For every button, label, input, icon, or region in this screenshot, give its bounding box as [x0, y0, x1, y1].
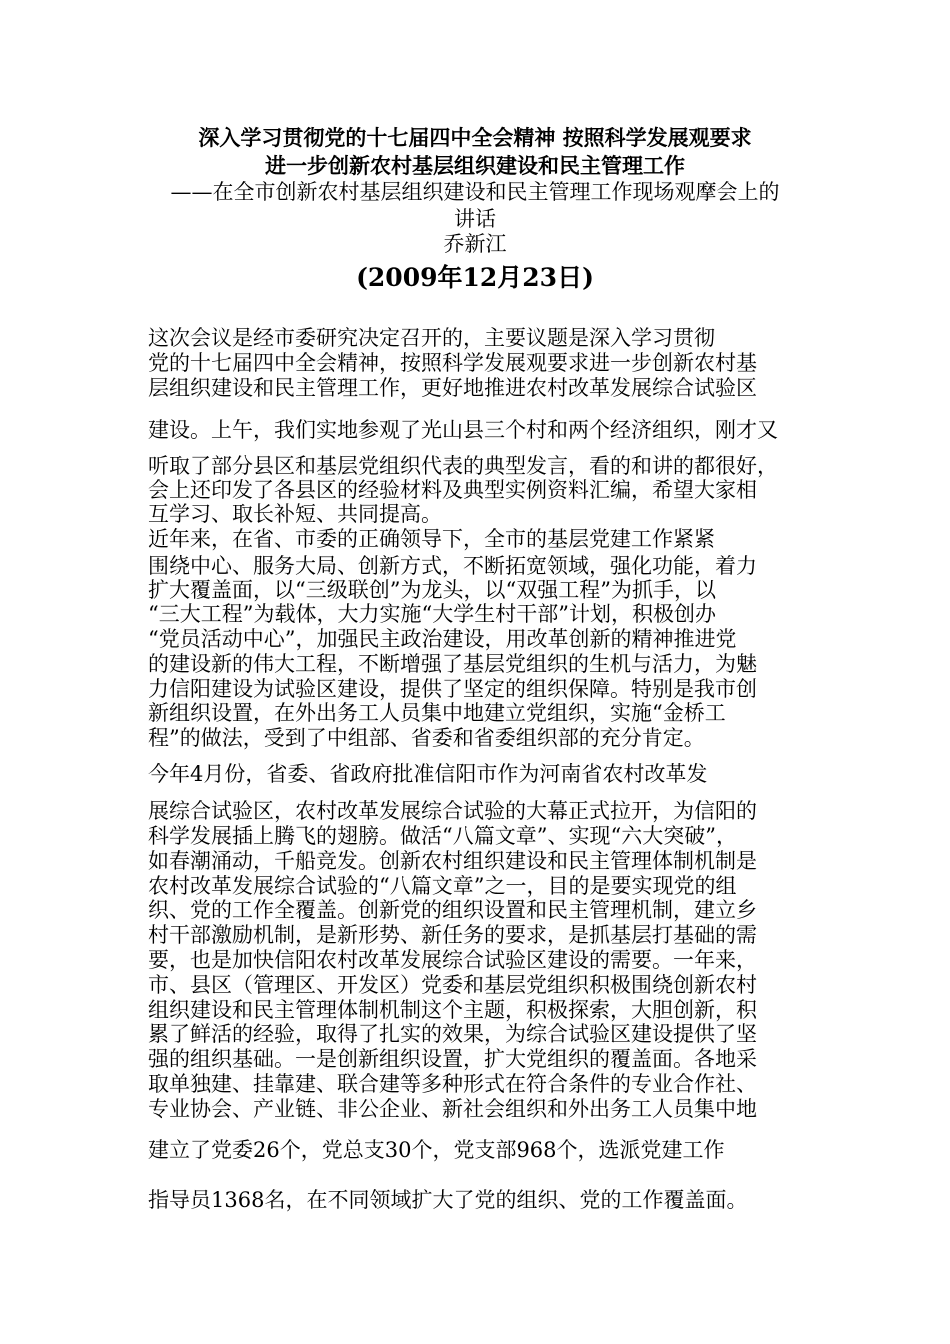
- body-line: “三大工程”为载体，大力实施“大学生村干部”计划，积极创办: [148, 602, 716, 626]
- body-line: 展综合试验区，农村改革发展综合试验的大幕正式拉开，为信阳的: [148, 799, 757, 823]
- body-line: 组织建设和民主管理体制机制这个主题，积极探索，大胆创新，积: [148, 998, 757, 1022]
- body-line: 建设。上午，我们实地参观了光山县三个村和两个经济组织，刚才又: [148, 418, 778, 442]
- body-line: 会上还印发了各县区的经验材料及典型实例资料汇编，希望大家相: [148, 478, 757, 502]
- body-line: 织、党的工作全覆盖。创新党的组织设置和民主管理机制，建立乡: [148, 898, 757, 922]
- body-line: 指导员1368名，在不同领域扩大了党的组织、党的工作覆盖面。: [148, 1188, 748, 1212]
- body-line: 近年来，在省、市委的正确领导下，全市的基层党建工作紧紧: [148, 527, 715, 551]
- body-line: 扩大覆盖面，以“三级联创”为龙头，以“双强工程”为抓手，以: [148, 578, 716, 602]
- body-line: 今年4月份，省委、省政府批准信阳市作为河南省农村改革发: [148, 762, 708, 786]
- body-line: 的建设新的伟大工程，不断增强了基层党组织的生机与活力，为魅: [148, 652, 757, 676]
- body-line: 村干部激励机制，是新形势、新任务的要求，是抓基层打基础的需: [148, 923, 757, 947]
- title-line-2: 进一步创新农村基层组织建设和民主管理工作: [265, 154, 685, 178]
- body-line: 听取了部分县区和基层党组织代表的典型发言，看的和讲的都很好，: [148, 454, 778, 478]
- body-line: 取单独建、挂靠建、联合建等多种形式在符合条件的专业合作社、: [148, 1072, 757, 1096]
- body-line: 新组织设置，在外出务工人员集中地建立党组织，实施“金桥工: [148, 701, 726, 725]
- body-line: 这次会议是经市委研究决定召开的，主要议题是深入学习贯彻: [148, 326, 715, 350]
- speaker-name: 乔新江: [443, 232, 507, 256]
- body-line: 层组织建设和民主管理工作，更好地推进农村改革发展综合试验区: [148, 376, 757, 400]
- body-line: 市、县区（管理区、开发区）党委和基层党组织积极围绕创新农村: [148, 973, 757, 997]
- body-line: 围绕中心、服务大局、创新方式，不断拓宽领域，强化功能，着力: [148, 554, 757, 578]
- body-line: 互学习、取长补短、共同提高。: [148, 502, 442, 526]
- speech-date: (2009年12月23日): [356, 263, 594, 292]
- body-line: 党的十七届四中全会精神，按照科学发展观要求进一步创新农村基: [148, 351, 757, 375]
- body-line: 要，也是加快信阳农村改革发展综合试验区建设的需要。一年来，: [148, 948, 757, 972]
- body-line: 累了鲜活的经验，取得了扎实的效果，为综合试验区建设提供了坚: [148, 1022, 757, 1046]
- body-line: 专业协会、产业链、非公企业、新社会组织和外出务工人员集中地: [148, 1097, 757, 1121]
- title-line-1: 深入学习贯彻党的十七届四中全会精神 按照科学发展观要求: [198, 126, 752, 150]
- body-line: 强的组织基础。一是创新组织设置，扩大党组织的覆盖面。各地采: [148, 1047, 757, 1071]
- body-line: 建立了党委26个，党总支30个，党支部968个，选派党建工作: [148, 1138, 725, 1162]
- body-line: 程”的做法，受到了中组部、省委和省委组织部的充分肯定。: [148, 726, 705, 750]
- subtitle-line-2: 讲话: [454, 207, 496, 231]
- body-line: 科学发展插上腾飞的翅膀。做活“八篇文章”、实现“六大突破”，: [148, 824, 737, 848]
- body-line: 力信阳建设为试验区建设，提供了坚定的组织保障。特别是我市创: [148, 677, 757, 701]
- subtitle-line-1: ——在全市创新农村基层组织建设和民主管理工作现场观摩会上的: [170, 180, 780, 204]
- body-line: 农村改革发展综合试验的“八篇文章”之一，目的是要实现党的组: [148, 874, 737, 898]
- body-line: 如春潮涌动，千船竞发。创新农村组织建设和民主管理体制机制是: [148, 849, 757, 873]
- body-line: “党员活动中心”，加强民主政治建设，用改革创新的精神推进党: [148, 627, 737, 651]
